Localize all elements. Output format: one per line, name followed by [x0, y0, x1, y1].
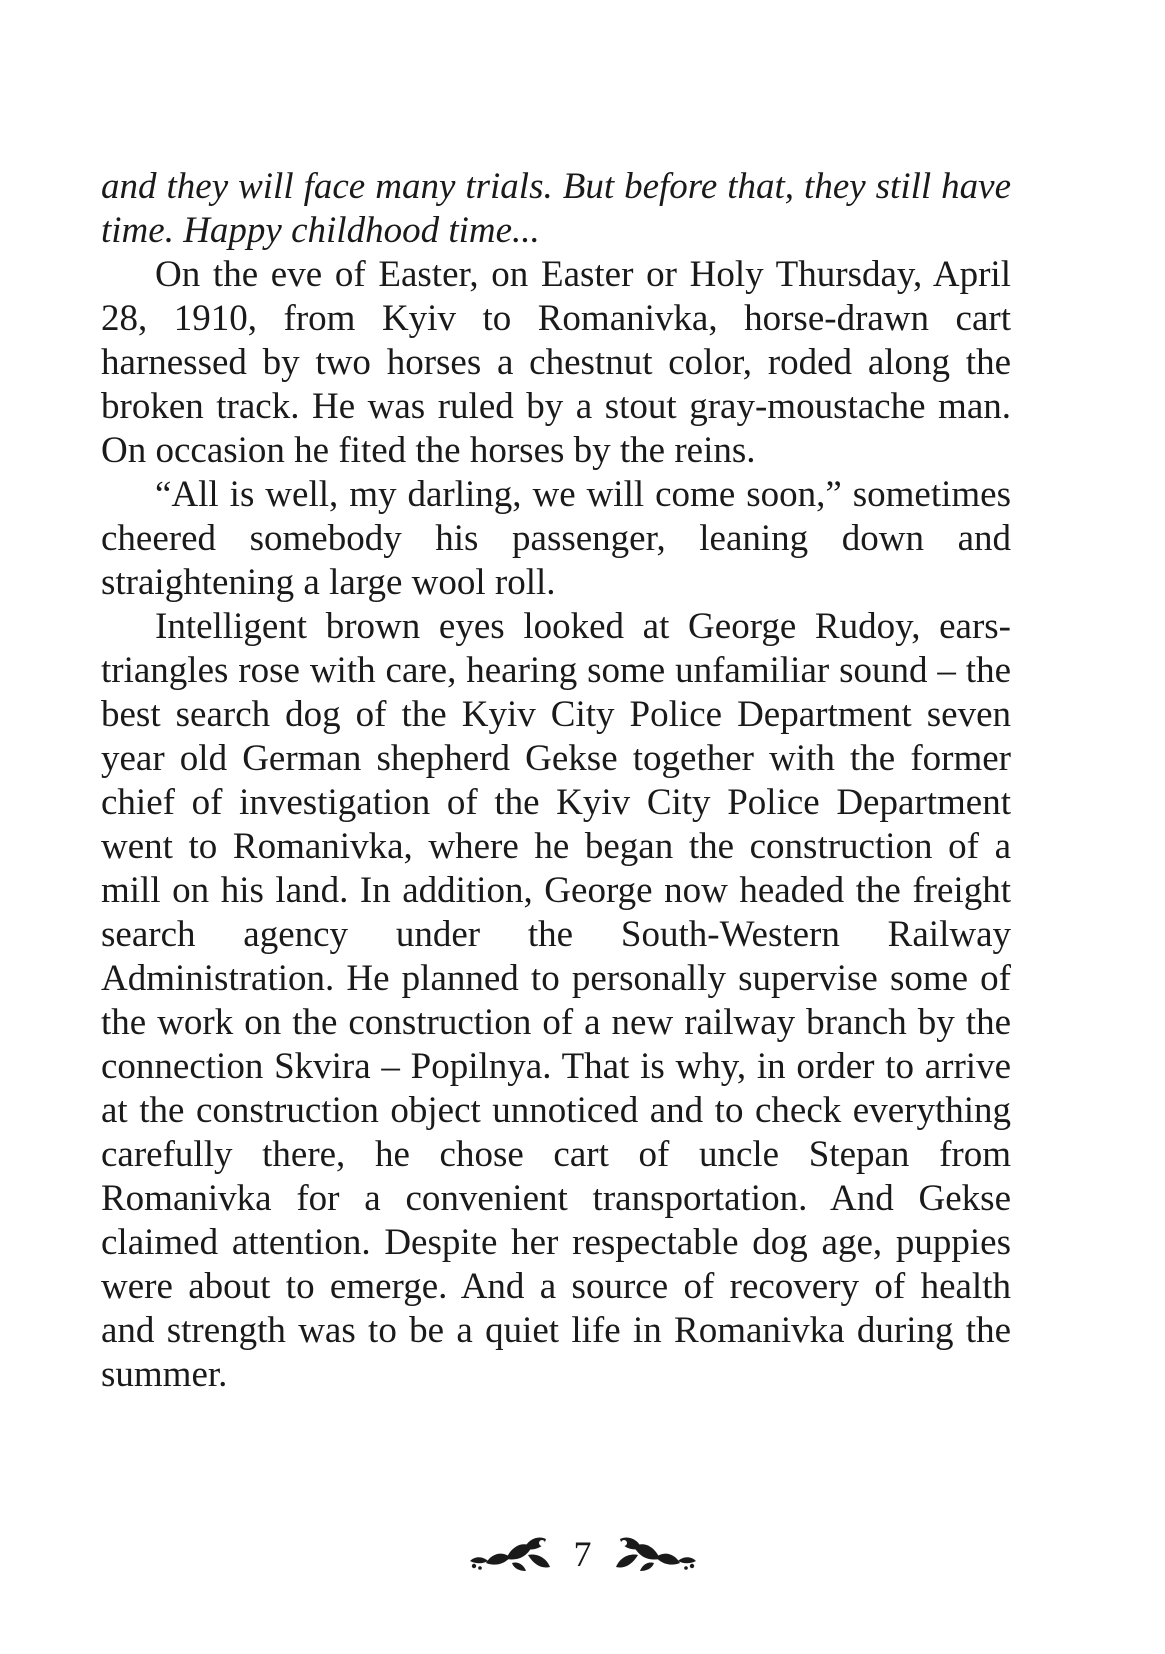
paragraph-intro-italic: and they will face many trials. But before that, they still have time. Happy childhood time...: [101, 166, 1011, 251]
floral-ornament-icon: [466, 1533, 558, 1575]
paragraph-gekse: Intelligent brown eyes looked at George Rudoy, ears-triangles rose with care, hearing some unfamiliar sound – the best search dog of the Kyiv City Police Department seven year old German shepherd Gekse together with the former chief of investigation of the Kyiv City Police Department went to Romanivka, where he began the construction of a mill on his land. In addition, George now headed the freight search agency under the South-Western Railway Administration. He planned to personally supervise some of the work on the construction of a new railway branch by the connection Skvira – Popilnya. That is why, in order to arrive at the construction object unnoticed and to check everything carefully there, he chose cart of uncle Stepan from Romanivka for a convenient transportation. And Gekse claimed attention. Despite her respectable dog age, puppies were about to emerge. And a source of recovery of health and strength was to be a quiet life in Romanivka during the summer.: [101, 606, 1011, 1395]
body-text: [101, 165, 1011, 1397]
page-footer: [0, 1524, 1165, 1584]
paragraph-easter-journey: On the eve of Easter, on Easter or Holy Thursday, April 28, 1910, from Kyiv to Romanivka, horse-drawn cart harnessed by two horses a chestnut color, roded along the broken track. He was ruled by a stout gray-moustache man. On occasion he fited the horses by the reins.: [101, 254, 1011, 471]
floral-ornament-icon: [608, 1533, 700, 1575]
paragraph-dialogue: “All is well, my darling, we will come soon,” sometimes cheered somebody his passenger, leaning down and straightening a large wool roll.: [101, 474, 1011, 603]
page-number: 7: [573, 1534, 592, 1574]
